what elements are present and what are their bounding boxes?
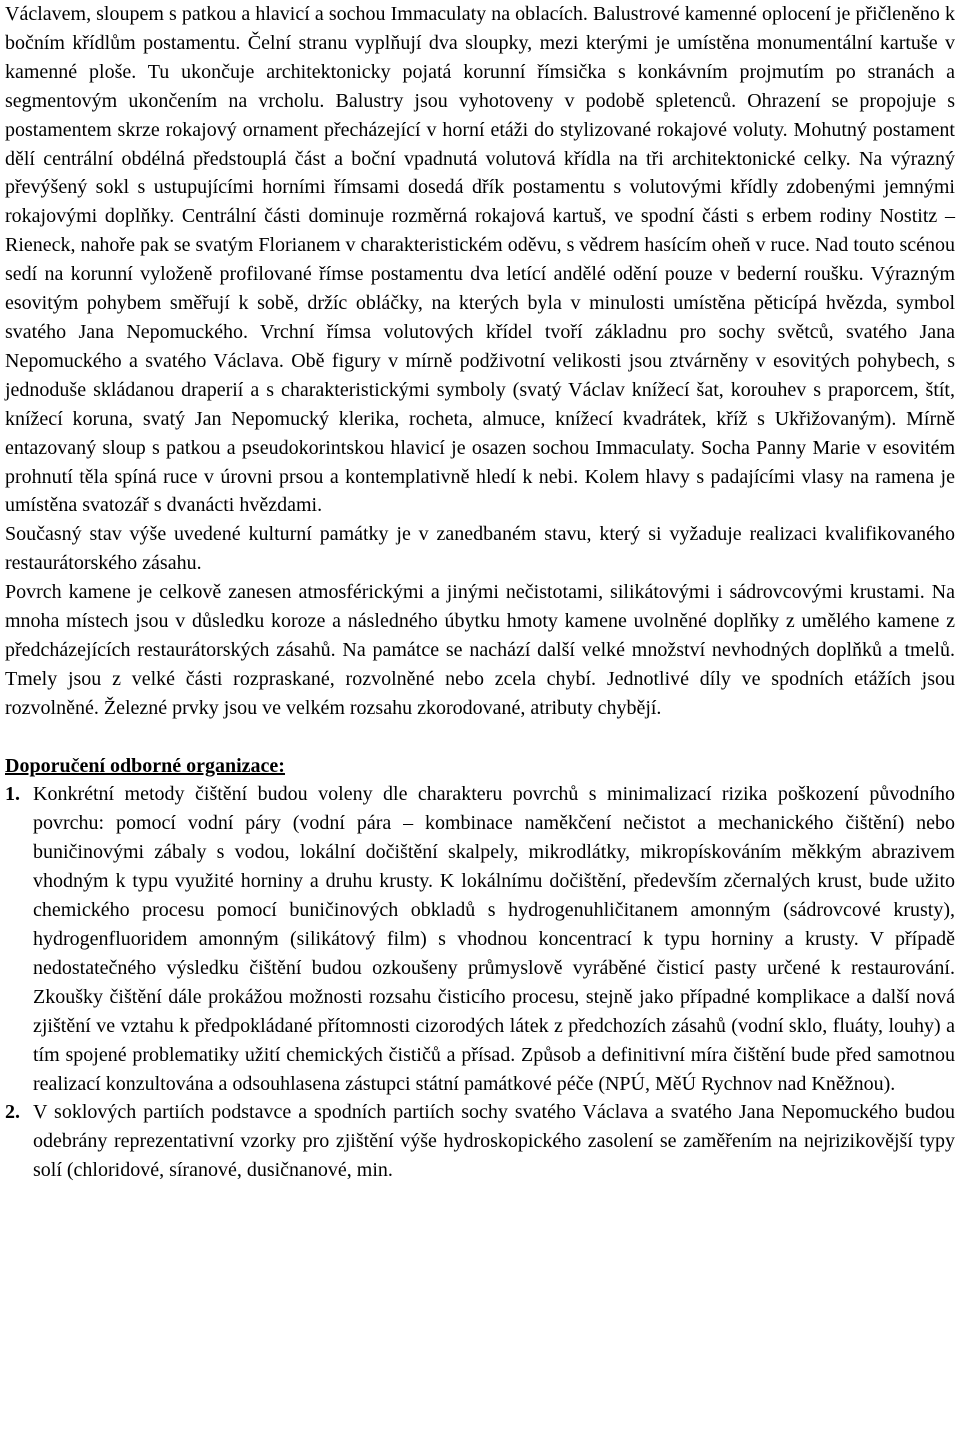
recommendation-text: Konkrétní metody čištění budou voleny dle charakteru povrchů s minimalizací rizika poškození původního povrchu: pomocí vodní páry (vodní pára – kombinace naměkčení nečistot a mechanického čištění) nebo buničinovými zábaly s vodou, lokální dočištění skalpely, mikrodlátky, mikropískováním měkkým abrazivem vhodným k typu využité horniny a druhu krusty. K lokálnímu dočištění, především zčernalých krust, bude užito chemického procesu pomocí buničinových obkladů s hydrogenuhličitanem amonným (sádrovcové krusty), hydrogenfluoridem amonným (silikátový film) s vhodnou koncentrací k typu horniny a krusty. V případě nedostatečného výsledku čištění budou ozkoušeny průmyslově vyráběné čisticí pasty určené k restaurování. Zkoušky čištění dále prokážou možnosti rozsahu čisticího procesu, stejně jako případné komplikace a další nová zjištění ve vztahu k předpokládané přítomnosti cizorodých látek z předchozích zásahů (vodní sklo, fluáty, louhy) a tím spojené problematiky užití chemických čističů a přísad. Způsob a definitivní míra čištění bude před samotnou realizací konzultována a odsouhlasena zástupci státní památkové péče (NPÚ, MěÚ Rychnov nad Kněžnou). [33,783,955,1095]
section-heading-text: Doporučení odborné organizace: [5,754,285,777]
recommendation-number: 2. [5,1101,20,1124]
document-page [5,0,955,1185]
recommendation-number: 1. [5,783,20,806]
paragraph-surface: Povrch kamene je celkově zanesen atmosférickými a jinými nečistotami, silikátovými i sádrovcovými krustami. Na mnoha místech jsou v důsledku koroze a následného úbytku hmoty kamene uvolněné doplňky z umělého kamene z předcházejících restaurátorských zásahů. Na památce se nachází další velké množství nevhodných doplňků a tmelů. Tmely jsou z velké části rozpraskané, rozvolněné nebo zcela chybí. Jednotlivé díly ve spodních etážích jsou rozvolněné. Železné prvky jsou ve velkém rozsahu zkorodované, atributy chybějí. [5,581,955,719]
paragraph-condition: Současný stav výše uvedené kulturní památky je v zanedbaném stavu, který si vyžaduje realizaci kvalifikovaného restaurátorského zásahu. [5,523,955,575]
paragraph-description: Václavem, sloupem s patkou a hlavicí a sochou Immaculaty na oblacích. Balustrové kamenné oplocení je přičleněno k bočním křídlům postamentu. Čelní stranu vyplňují dva sloupky, mezi kterými je umístěna monumentální kartuše v kamenné ploše. Tu ukončuje architektonicky pojatá korunní římsička s konkávním projmutím po stranách a segmentovým ukončením na vrcholu. Balustry jsou vyhotoveny v podobě spletenců. Ohrazení se propojuje s postamentem skrze rokajový ornament přecházející v horní etáži do stylizované rokajové voluty. Mohutný postament dělí centrální obdélná předstouplá část a boční vpadnutá volutová křídla na tři architektonické celky. Na výrazný převýšený sokl s ustupujícími horními římsami dosedá dřík postamentu s volutovými křídly zdobenými jemnými rokajovými doplňky. Centrální části dominuje rozměrná rokajová kartuš, ve spodní části s erbem rodiny Nostitz – Rieneck, nahoře pak se svatým Florianem v charakteristickém oděvu, s vědrem hasícím oheň v ruce. Nad touto scénou sedí na korunní vyloženě profilované římse postamentu dva letící andělé odění pouze v bederní roušku. Výrazným esovitým pohybem směřují k sobě, držíc obláčky, na kterých byla v minulosti umístěna pěticípá hvězda, symbol svatého Jana Nepomuckého. Vrchní římsa volutových křídel tvoří základnu pro sochy světců, svatého Jana Nepomuckého a svatého Václava. Obě figury v mírně podživotní velikosti jsou ztvárněny v esovitých pohybech, s jednoduše skládanou draperií a s charakteristickými symboly (svatý Václav knížecí šat, korouhev s praporcem, štít, knížecí koruna, svatý Jan Nepomucký klerika, rocheta, almuce, knížecí kvadrátek, kříž s Ukřižovaným). Mírně entazovaný sloup s patkou a pseudokorintskou hlavicí je osazen sochou Immaculaty. Socha Panny Marie v esovitém prohnutí těla spíná ruce v úrovni prsou a kontemplativně hledí k nebi. Kolem hlavy s padajícími vlasy na ramena je umístěna svatozář s dvanácti hvězdami. [5,3,955,517]
recommendation-item [5,1098,955,1185]
section-heading [5,752,955,781]
recommendation-item [5,780,955,1098]
recommendation-text: V soklových partiích podstavce a spodních partiích sochy svatého Václava a svatého Jana Nepomuckého budou odebrány reprezentativní vzorky pro zjištění výše hydroskopického zasolení se zaměřením na nejrizikovější typy solí (chloridové, síranové, dusičnanové, min. [33,1101,955,1182]
